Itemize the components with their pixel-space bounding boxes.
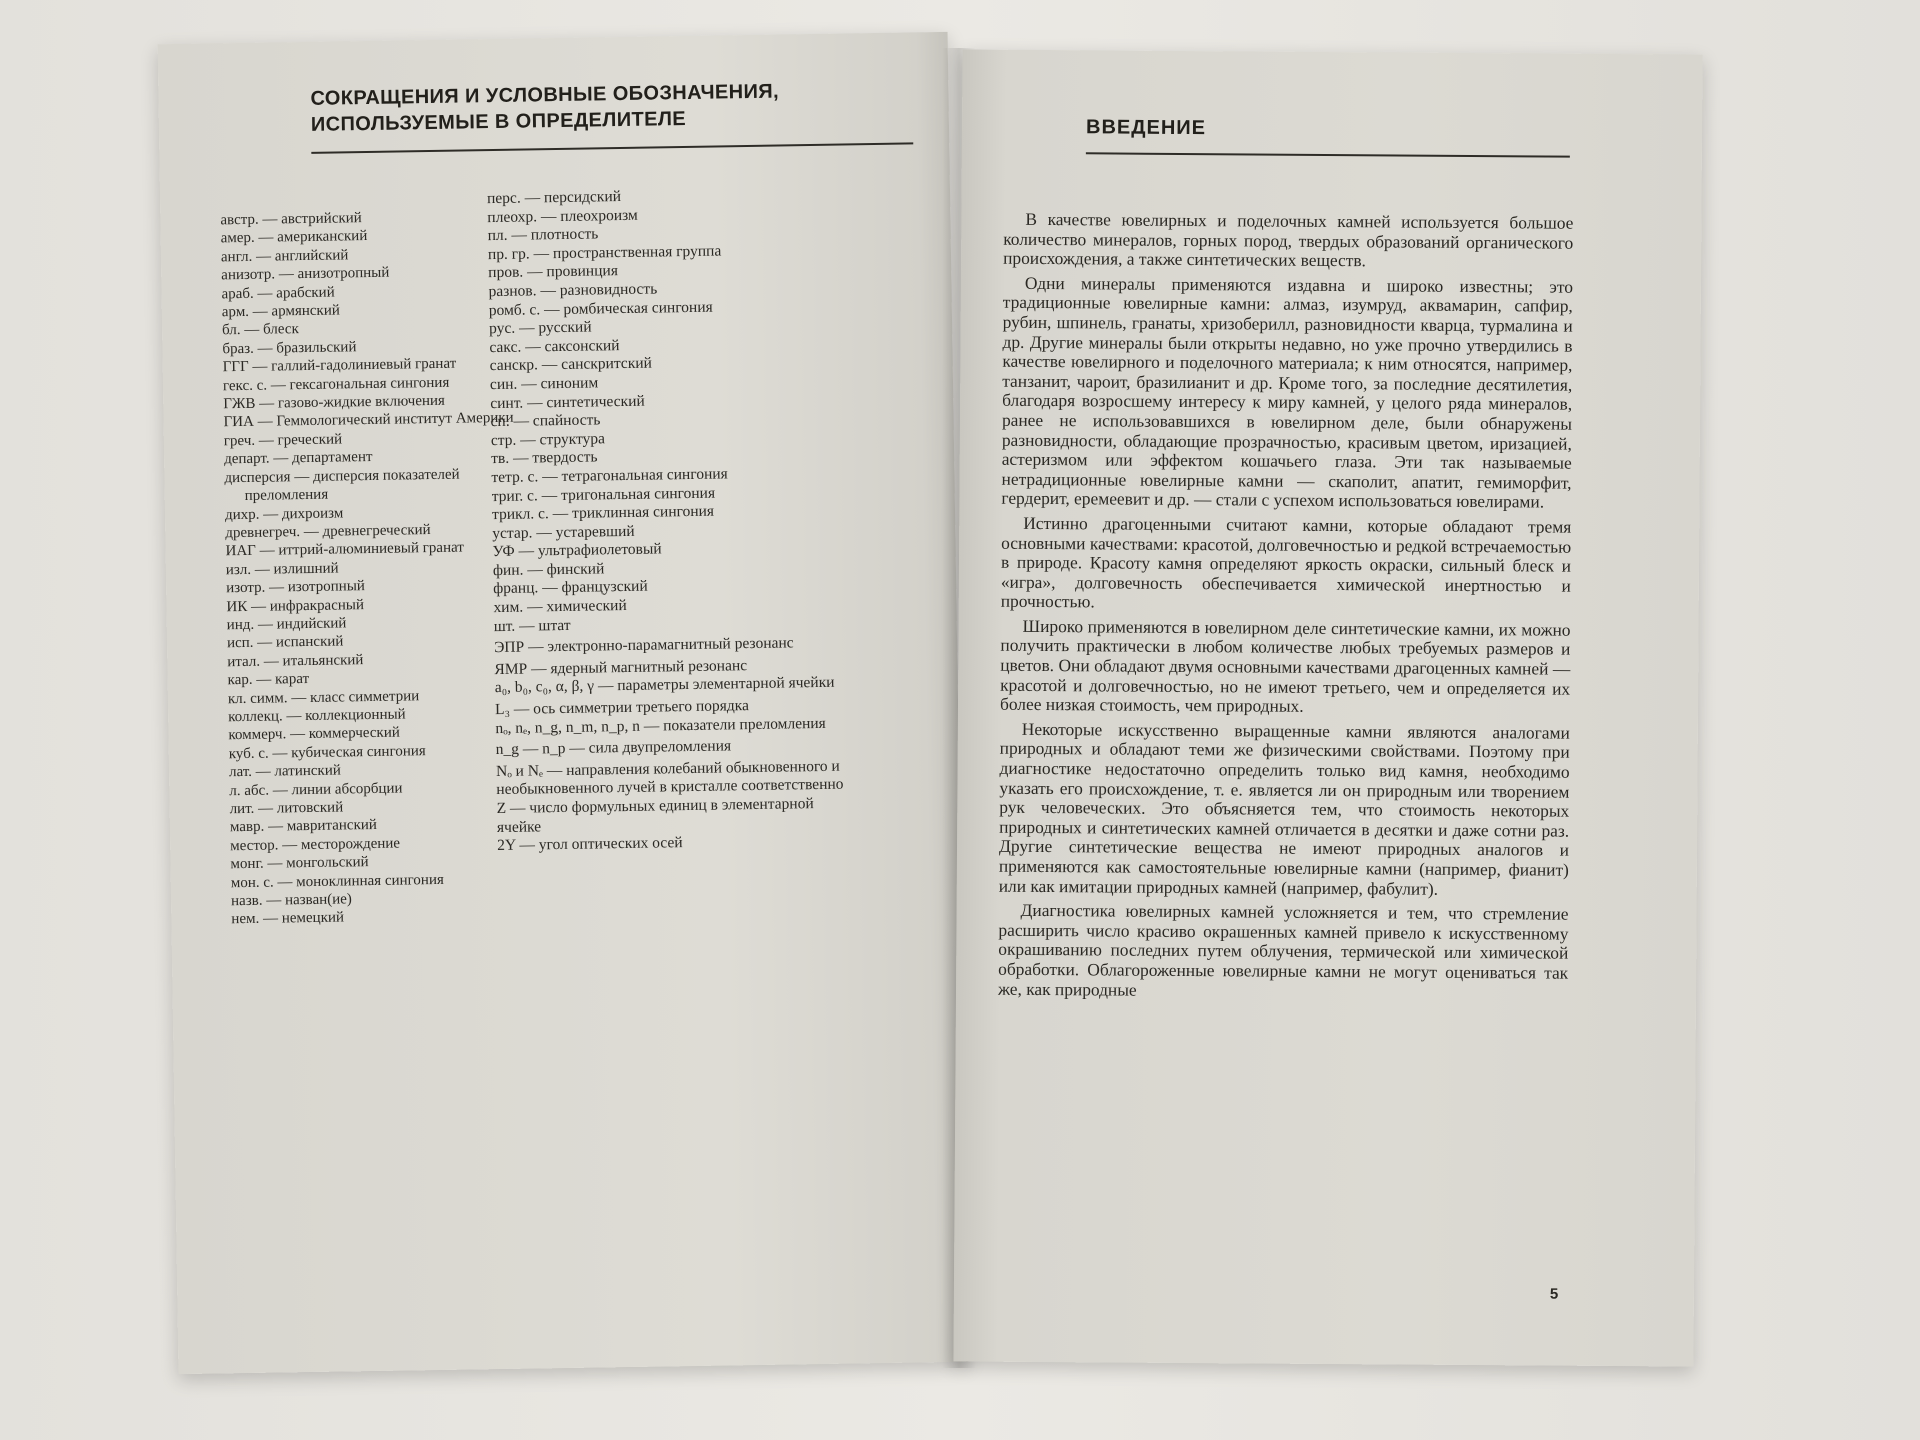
paragraph: Широко применяются в ювелирном деле синтетические камни, их можно получить практически в любом количестве любых требуемых размеров и цветов. Они обладают двумя основными качествами драгоценных камней — красотой и долговечностью, но не имеют третьего, чем и определяется их более низкая стоимость, чем природных.	[999, 615, 1571, 717]
abbreviation-item: амер. — американский	[220, 228, 368, 247]
abbreviation-item: лат. — латинский	[228, 762, 341, 781]
title-line: СОКРАЩЕНИЯ И УСЛОВНЫЕ ОБОЗНАЧЕНИЯ,	[310, 80, 780, 110]
abbreviation-item: пров. — провинция	[488, 262, 619, 282]
abbreviation-item: ИК — инфракрасный	[226, 596, 365, 615]
paragraph: Диагностика ювелирных камней усложняется и тем, что стремление расширить число красиво окрашенных камней привело к искусственному окрашиванию последних путем облучения, термической или химической обработки. Облагороженные ювелирные камни не могут оцениваться так же, как природные	[997, 900, 1569, 1000]
abbreviation-item: араб. — арабский	[221, 284, 335, 302]
abbreviation-item: куб. с. — кубическая сингония	[228, 742, 426, 763]
paragraph: Истинно драгоценными считают камни, которые обладают тремя основными качествами: красотой, долговечностью и редкой встречаемостью в природе. Красоту камня определяют яркость окраски, сильный блеск и «игра», долговечность обеспечивается химической инертностью и прочностью.	[1000, 512, 1572, 612]
abbreviation-item: синт. — синтетический	[490, 392, 645, 412]
abbreviation-item: хим. — химический	[493, 597, 627, 617]
paragraph: Некоторые искусственно выращенные камни являются аналогами природных и обладают теми же физическими свойствами. Поэтому при диагностике недостаточно определить только вид камня, необходимо указать его происхождение, т. е. является ли он природным или творением рук человеческих. Это объясняется тем, что стоимость некоторых природных и синтетических камней отличается в десятки и даже сотни раз. Другие синтетические вещества не имеют природных аналогов и применяются как самостоятельные ювелирные камни (например, фианит) или как имитации природных камней (например, фабулит).	[998, 718, 1570, 899]
abbreviation-item: кл. симм. — класс симметрии	[227, 687, 420, 707]
title-rule	[1086, 152, 1570, 157]
abbreviation-item: фин. — финский	[492, 560, 605, 579]
page-number: 5	[1549, 1285, 1559, 1303]
abbreviation-item: ГЖВ — газово-жидкие включения	[223, 392, 446, 413]
abbreviation-item: коммерч. — коммерческий	[228, 724, 400, 744]
paragraph: Одни минералы применяются издавна и широко известны; это традиционные ювелирные камни: алмаз, изумруд, аквамарин, сапфир, рубин, шпинель, гранаты, хризоберилл, разновидности кварца, турмалина и др. Другие минералы были открыты недавно, но уже прочно утвердились в качестве ювелирного и поделочного материала; к ним относятся, например, танзанит, чароит, бразилианит и др. Кроме того, за последние десятилетия, благодаря возросшему интересу к миру камней, у целого ряда минералов, ранее не использовавшихся в ювелирном деле, были обнаружены разновидности, обладающие прозрачностью, красивым цветом, иризацией, астеризмом или эффектом кошачьего глаза. Эти так называемые нетрадиционные ювелирные камни — скаполит, апатит, гемиморфит, гердерит, еремеевит и др. — стали с успехом использоваться ювелирами.	[1001, 272, 1574, 512]
abbreviation-item: перс. — персидский	[486, 188, 622, 208]
abbreviation-list-right	[487, 185, 847, 856]
abbreviation-item: n_g — n_p — сила двупреломления	[495, 737, 732, 759]
introduction-text	[998, 210, 1574, 1008]
abbreviation-item: УФ — ультрафиолетовый	[492, 540, 662, 561]
abbreviation-item: инд. — индийский	[226, 615, 347, 634]
abbreviations-title	[310, 77, 871, 138]
abbreviation-item: санскр. — санскритский	[489, 354, 653, 375]
abbreviation-item: л. абс. — линии абсорбции	[229, 780, 403, 799]
abbreviation-item: изл. — излишний	[225, 560, 339, 578]
abbreviation-item: дисперсия — дисперсия показателей преломления	[224, 466, 460, 505]
abbreviation-item: син. — синоним	[489, 374, 599, 394]
abbreviation-item: разнов. — разновидность	[488, 280, 658, 301]
abbreviation-item: англ. — английский	[220, 247, 349, 266]
abbreviation-item: триг. с. — тригональная сингония	[491, 484, 716, 505]
abbreviation-item: арм. — армянский	[221, 302, 340, 321]
abbreviation-item: ГГГ — галлий-гадолиниевый гранат	[222, 355, 457, 376]
abbreviation-item: монг. — монгольский	[230, 854, 369, 873]
abbreviation-item: a₀, b₀, c₀, α, β, γ — параметры элементарной ячейки	[494, 674, 835, 697]
right-page	[953, 49, 1702, 1366]
abbreviation-item: ЯМР — ядерный магнитный резонанс	[494, 656, 748, 678]
abbreviation-item: лит. — литовский	[229, 799, 344, 818]
abbreviation-item: пл. — плотность	[487, 225, 599, 245]
abbreviation-item: итал. — итальянский	[227, 651, 364, 671]
abbreviation-item: ромб. с. — ромбическая сингония	[488, 298, 713, 319]
abbreviation-item: тв. — твердость	[491, 448, 598, 468]
abbreviation-item: устар. — устаревший	[492, 522, 635, 542]
abbreviation-item: изотр. — изотропный	[226, 578, 366, 597]
abbreviation-item: мавр. — мавританский	[229, 817, 377, 836]
abbreviation-item: nₒ, nₑ, n_g, n_m, n_p, n — показатели преломления	[495, 714, 826, 737]
abbreviation-item: Nₒ и Nₑ — направления колебаний обыкновенного и необыкновенного лучей в кристалле соответственно	[495, 757, 844, 799]
abbreviation-item: коллекц. — коллекционный	[228, 706, 406, 726]
abbreviation-item: L₃ — ось симметрии третьего порядка	[494, 697, 750, 719]
abbreviation-item: ГИА — Геммологический институт Америки	[223, 410, 514, 431]
title-rule	[311, 142, 913, 153]
left-page	[158, 32, 969, 1374]
introduction-title: ВВЕДЕНИЕ	[1085, 116, 1207, 140]
abbreviation-item: местор. — месторождение	[230, 835, 401, 855]
abbreviation-item: браз. — бразильский	[222, 339, 357, 358]
abbreviation-item: кар. — карат	[227, 671, 310, 689]
abbreviation-item: назв. — назван(ие)	[230, 891, 352, 910]
abbreviation-item: департ. — департамент	[224, 449, 373, 468]
abbreviation-item: франц. — французский	[493, 578, 648, 598]
title-line: ИСПОЛЬЗУЕМЫЕ В ОПРЕДЕЛИТЕЛЕ	[310, 107, 687, 136]
abbreviation-item: шт. — штат	[493, 616, 571, 635]
abbreviation-item: стр. — структура	[490, 430, 606, 449]
abbreviation-item: трикл. с. — триклинная сингония	[491, 502, 715, 524]
abbreviation-item: сакс. — саксонский	[489, 336, 620, 356]
paragraph: В качестве ювелирных и поделочных камней используется большое количество минералов, горных пород, твердых образований органического происхождения, а также синтетических веществ.	[1003, 208, 1574, 271]
abbreviation-item: австр. — австрийский	[220, 210, 362, 229]
abbreviation-item: пр. гр. — пространственная группа	[487, 242, 722, 263]
abbreviation-item: Z — число формульных единиц в элементарной ячейке	[496, 795, 814, 836]
abbreviation-item: древнегреч. — древнегреческий	[225, 521, 431, 542]
abbreviation-item: сп. — спайность	[490, 411, 601, 431]
abbreviation-item: бл. — блеск	[221, 321, 299, 339]
abbreviation-item: анизотр. — анизотропный	[221, 264, 390, 284]
abbreviation-item: мон. с. — моноклинная сингония	[230, 871, 444, 891]
abbreviation-item: ЭПР — электронно-парамагнитный резонанс	[493, 634, 794, 657]
abbreviation-item: 2Y — угол оптических осей	[497, 834, 683, 855]
abbreviation-item: рус. — русский	[488, 318, 592, 338]
abbreviation-item: гекс. с. — гексагональная сингония	[222, 374, 450, 394]
abbreviation-item: дихр. — дихроизм	[224, 504, 344, 523]
abbreviation-item: исп. — испанский	[226, 633, 344, 652]
abbreviation-item: греч. — греческий	[223, 431, 343, 450]
abbreviation-item: ИАГ — иттрий-алюминиевый гранат	[225, 539, 465, 560]
abbreviation-item: тетр. с. — тетрагональная сингония	[491, 465, 728, 487]
abbreviation-item: нем. — немецкий	[231, 909, 345, 928]
abbreviation-item: плеохр. — плеохроизм	[487, 206, 638, 226]
